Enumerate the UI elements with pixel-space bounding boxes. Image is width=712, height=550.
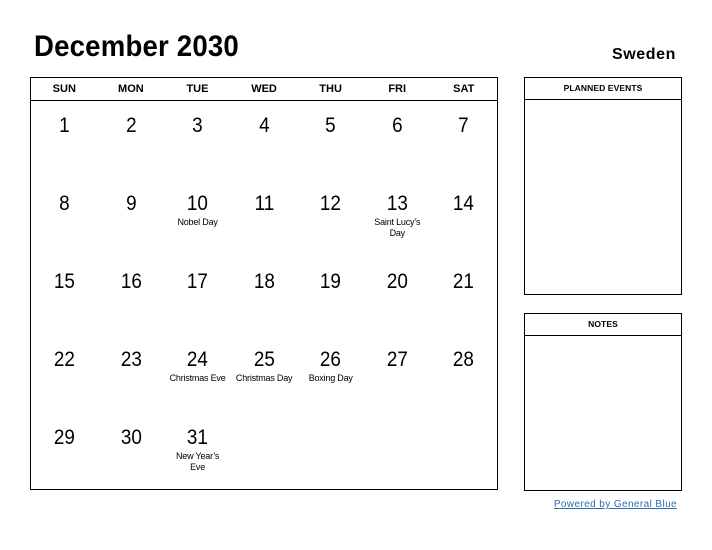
day-number: 23 bbox=[120, 348, 142, 371]
day-number: 28 bbox=[453, 348, 475, 371]
day-number: 27 bbox=[386, 348, 408, 371]
day-number: 8 bbox=[59, 192, 70, 215]
day-cells bbox=[31, 101, 497, 490]
day-number: 31 bbox=[187, 426, 209, 449]
notes-panel bbox=[524, 313, 682, 491]
planned-events-title: PLANNED EVENTS bbox=[525, 78, 681, 100]
weekday-thu: THU bbox=[319, 83, 342, 95]
day-cell bbox=[364, 335, 431, 413]
powered-by-link[interactable]: Powered by General Blue bbox=[553, 499, 677, 510]
country-label: Sweden bbox=[611, 46, 676, 63]
day-number: 19 bbox=[320, 270, 342, 293]
day-number: 29 bbox=[53, 426, 75, 449]
day-number: 11 bbox=[254, 192, 274, 215]
day-number: 2 bbox=[125, 114, 137, 137]
day-number: 15 bbox=[53, 270, 75, 293]
day-cell bbox=[31, 413, 98, 491]
day-cell bbox=[364, 257, 431, 335]
day-cell bbox=[430, 257, 497, 335]
holiday-label: Christmas Eve bbox=[169, 373, 226, 383]
day-number: 21 bbox=[453, 270, 475, 293]
weekday-sun: SUN bbox=[52, 83, 76, 95]
day-cell bbox=[297, 413, 364, 491]
day-cell bbox=[297, 335, 364, 413]
day-number: 26 bbox=[320, 348, 342, 371]
weekday-sat: SAT bbox=[453, 83, 475, 95]
day-number: 7 bbox=[458, 114, 470, 137]
holiday-label: Christmas Day bbox=[235, 373, 293, 383]
day-number: 25 bbox=[253, 348, 275, 371]
day-cell bbox=[31, 179, 98, 257]
day-cell bbox=[231, 335, 298, 413]
day-number: 20 bbox=[386, 270, 408, 293]
day-cell bbox=[297, 179, 364, 257]
day-cell bbox=[430, 179, 497, 257]
day-cell bbox=[98, 257, 165, 335]
day-cell bbox=[31, 335, 98, 413]
holiday-label: New Year’s Eve bbox=[175, 451, 220, 472]
day-number: 18 bbox=[253, 270, 275, 293]
day-number: 9 bbox=[125, 192, 137, 215]
day-number: 5 bbox=[325, 114, 336, 137]
day-cell bbox=[164, 257, 231, 335]
day-cell bbox=[430, 335, 497, 413]
day-cell bbox=[231, 101, 298, 179]
day-number: 3 bbox=[192, 114, 203, 137]
day-cell bbox=[98, 335, 165, 413]
holiday-label: Nobel Day bbox=[177, 217, 218, 227]
day-number: 14 bbox=[453, 192, 475, 215]
page-title: December 2030 bbox=[34, 30, 239, 63]
holiday-label: Saint Lucy’s Day bbox=[374, 217, 421, 238]
calendar-grid bbox=[30, 77, 498, 490]
day-cell bbox=[364, 413, 431, 491]
day-number: 16 bbox=[120, 270, 142, 293]
planned-events-panel bbox=[524, 77, 682, 295]
weekday-wed: WED bbox=[251, 83, 277, 95]
day-cell bbox=[164, 101, 231, 179]
weekday-tue: TUE bbox=[186, 83, 209, 95]
day-number: 17 bbox=[187, 270, 209, 293]
day-number: 13 bbox=[386, 192, 408, 215]
day-cell bbox=[98, 101, 165, 179]
day-cell bbox=[364, 101, 431, 179]
weekday-header-row bbox=[31, 78, 497, 101]
day-cell bbox=[231, 413, 298, 491]
day-cell bbox=[98, 413, 165, 491]
notes-title: NOTES bbox=[525, 314, 681, 336]
day-number: 24 bbox=[187, 348, 209, 371]
day-cell bbox=[430, 101, 497, 179]
day-cell bbox=[164, 335, 231, 413]
day-number: 22 bbox=[53, 348, 75, 371]
day-number: 10 bbox=[187, 192, 209, 215]
day-cell bbox=[231, 257, 298, 335]
weekday-mon: MON bbox=[118, 83, 144, 95]
day-cell bbox=[164, 179, 231, 257]
day-number: 4 bbox=[258, 114, 270, 137]
day-number: 1 bbox=[59, 114, 70, 137]
holiday-label: Boxing Day bbox=[308, 373, 353, 383]
day-cell bbox=[164, 413, 231, 491]
day-cell bbox=[364, 179, 431, 257]
day-cell bbox=[31, 101, 98, 179]
day-number: 12 bbox=[320, 192, 342, 215]
day-cell bbox=[231, 179, 298, 257]
day-number: 30 bbox=[120, 426, 142, 449]
day-cell bbox=[430, 413, 497, 491]
day-cell bbox=[31, 257, 98, 335]
day-cell bbox=[98, 179, 165, 257]
day-cell bbox=[297, 101, 364, 179]
day-number: 6 bbox=[392, 114, 403, 137]
weekday-fri: FRI bbox=[388, 83, 407, 95]
day-cell bbox=[297, 257, 364, 335]
